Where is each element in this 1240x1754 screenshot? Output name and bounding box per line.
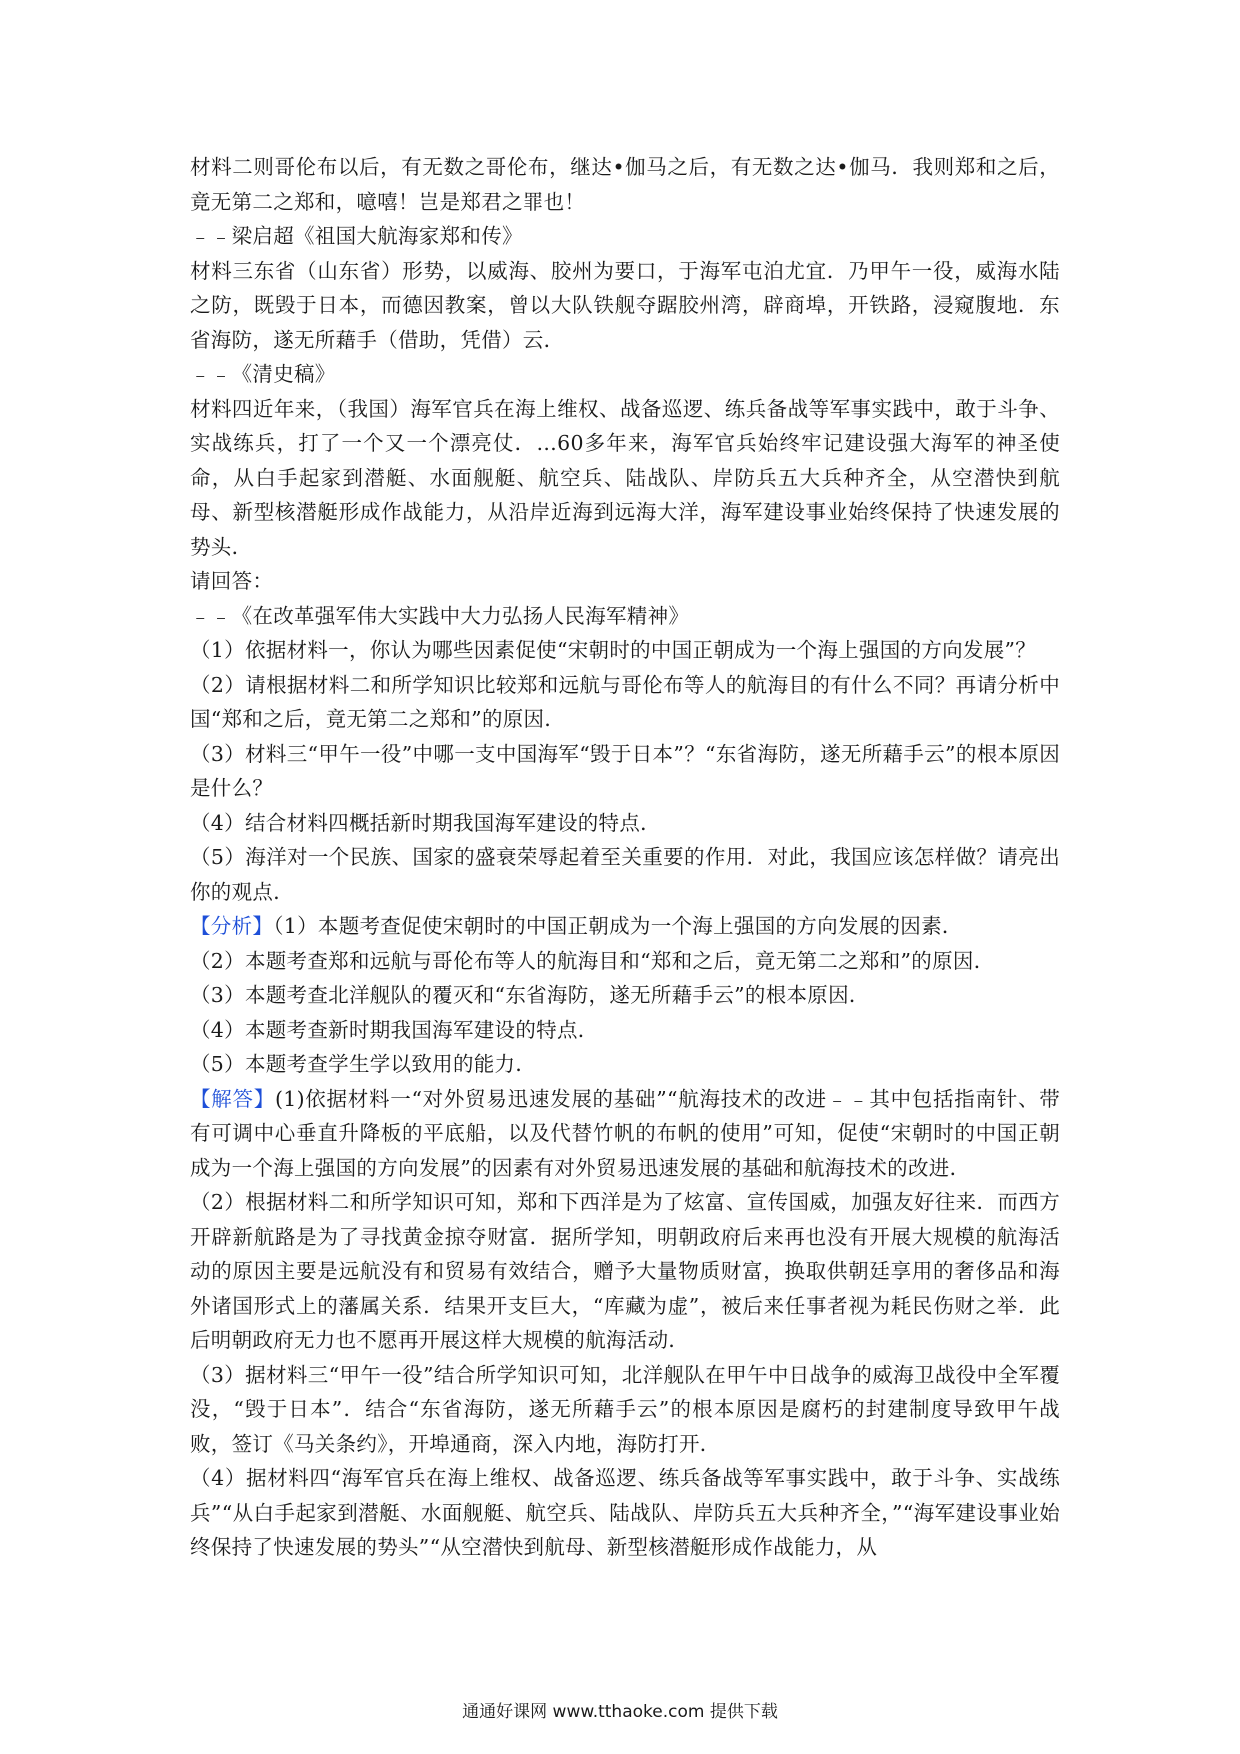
question-3: （3）材料三“甲午一役”中哪一支中国海军“毁于日本”？“东省海防，遂无所藉手云”的根本原因是什么？: [190, 741, 1060, 800]
question-2: （2）请根据材料二和所学知识比较郑和远航与哥伦布等人的航海目的有什么不同？再请分析中国“郑和之后，竟无第二之郑和”的原因．: [190, 672, 1060, 731]
analysis-text-1: （1）本题考查促使宋朝时的中国正朝成为一个海上强国的方向发展的因素．: [273, 914, 963, 938]
material-2-source: ﹣﹣梁启超《祖国大航海家郑和传》: [190, 224, 523, 248]
material-4-text: 材料四近年来，（我国）海军官兵在海上维权、战备巡逻、练兵备战等军事实践中，敢于斗争、实战练兵，打了一个又一个漂亮仗．…60多年来，海军官兵始终牢记建设强大海军的神圣使命，从白手起家到潜艇、水面舰艇、航空兵、陆战队、岸防兵五大兵种齐全，从空潜快到航母、新型核潜艇形成作战能力，从沿岸近海到远海大洋，海军建设事业始终保持了快速发展的势头．: [190, 396, 1060, 559]
answer-item-2: （2）根据材料二和所学知识可知，郑和下西洋是为了炫富、宣传国威，加强友好往来．而西方开辟新航路是为了寻找黄金掠夺财富．据所学知，明朝政府后来再也没有开展大规模的航海活动的原因主要是远航没有和贸易有效结合，赠予大量物质财富，换取供朝廷享用的奢侈品和海外诸国形式上的藩属关系．结果开支巨大，“库藏为虚”，被后来任事者视为耗民伤财之举．此后明朝政府无力也不愿再开展这样大规模的航海活动．: [190, 1190, 1060, 1352]
analysis-item-4: （4）本题考查新时期我国海军建设的特点．: [190, 1017, 599, 1042]
answer-item-1: [190, 1082, 1060, 1186]
analysis-item-1: [190, 909, 1060, 944]
analysis-item-3: （3）本题考查北洋舰队的覆灭和“东省海防，遂无所藉手云”的根本原因．: [190, 983, 870, 1007]
answer-text-1: (1)依据材料一“对外贸易迅速发展的基础”“航海技术的改进﹣﹣其中包括指南针、带有可调中心垂直升降板的平底船，以及代替竹帆的布帆的使用”可知，促使“宋朝时的中国正朝成为一个海上强国的方向发展”的因素有对外贸易迅速发展的基础和航海技术的改进．: [190, 1086, 1060, 1180]
question-5: （5）海洋对一个民族、国家的盛衰荣辱起着至关重要的作用．对此，我国应该怎样做？请亮出你的观点．: [190, 845, 1060, 904]
question-1: （1）依据材料一，你认为哪些因素促使“宋朝时的中国正朝成为一个海上强国的方向发展”？: [190, 638, 1037, 662]
material-2-text: 材料二则哥伦布以后，有无数之哥伦布，继达•伽马之后，有无数之达•伽马．我则郑和之后，竟无第二之郑和，噫嘻！岂是郑君之罪也！: [190, 155, 1060, 214]
page-footer: 通通好课网 www.tthaoke.com 提供下载: [462, 1702, 778, 1722]
answer-item-3: （3）据材料三“甲午一役”结合所学知识可知，北洋舰队在甲午中日战争的威海卫战役中全军覆没，“毁于日本”．结合“东省海防，遂无所藉手云”的根本原因是腐朽的封建制度导致甲午战败，签订《马关条约》，开埠通商，深入内地，海防打开．: [190, 1362, 1060, 1456]
answer-item-4: （4）据材料四“海军官兵在海上维权、战备巡逻、练兵备战等军事实践中，敢于斗争、实战练兵”“从白手起家到潜艇、水面舰艇、航空兵、陆战队、岸防兵五大兵种齐全，”“海军建设事业始终保持了快速发展的势头”“从空潜快到航母、新型核潜艇形成作战能力，从: [190, 1466, 1060, 1559]
analysis-item-2: （2）本题考查郑和远航与哥伦布等人的航海目和“郑和之后，竟无第二之郑和”的原因．: [190, 948, 995, 973]
answer-tag: 【解答】: [190, 1086, 275, 1111]
material-3-text: 材料三东省（山东省）形势，以威海、胶州为要口，于海军屯泊尤宜．乃甲午一役，威海水陆之防，既毁于日本，而德因教案，曾以大队铁舰夺踞胶州湾，辟商埠，开铁路，浸窥腹地．东省海防，遂无所藉手（借助，凭借）云．: [190, 258, 1060, 352]
analysis-tag: 【分析】: [190, 914, 274, 938]
analysis-item-5: （5）本题考查学生学以致用的能力．: [190, 1052, 537, 1076]
material-3-source: ﹣﹣《清史稿》: [190, 362, 336, 386]
question-4: （4）结合材料四概括新时期我国海军建设的特点．: [190, 810, 661, 835]
document-body: [190, 150, 1060, 1565]
answer-prompt: 请回答：: [190, 569, 274, 593]
material-4-source: ﹣﹣《在改革强军伟大实践中大力弘扬人民海军精神》: [190, 603, 690, 628]
